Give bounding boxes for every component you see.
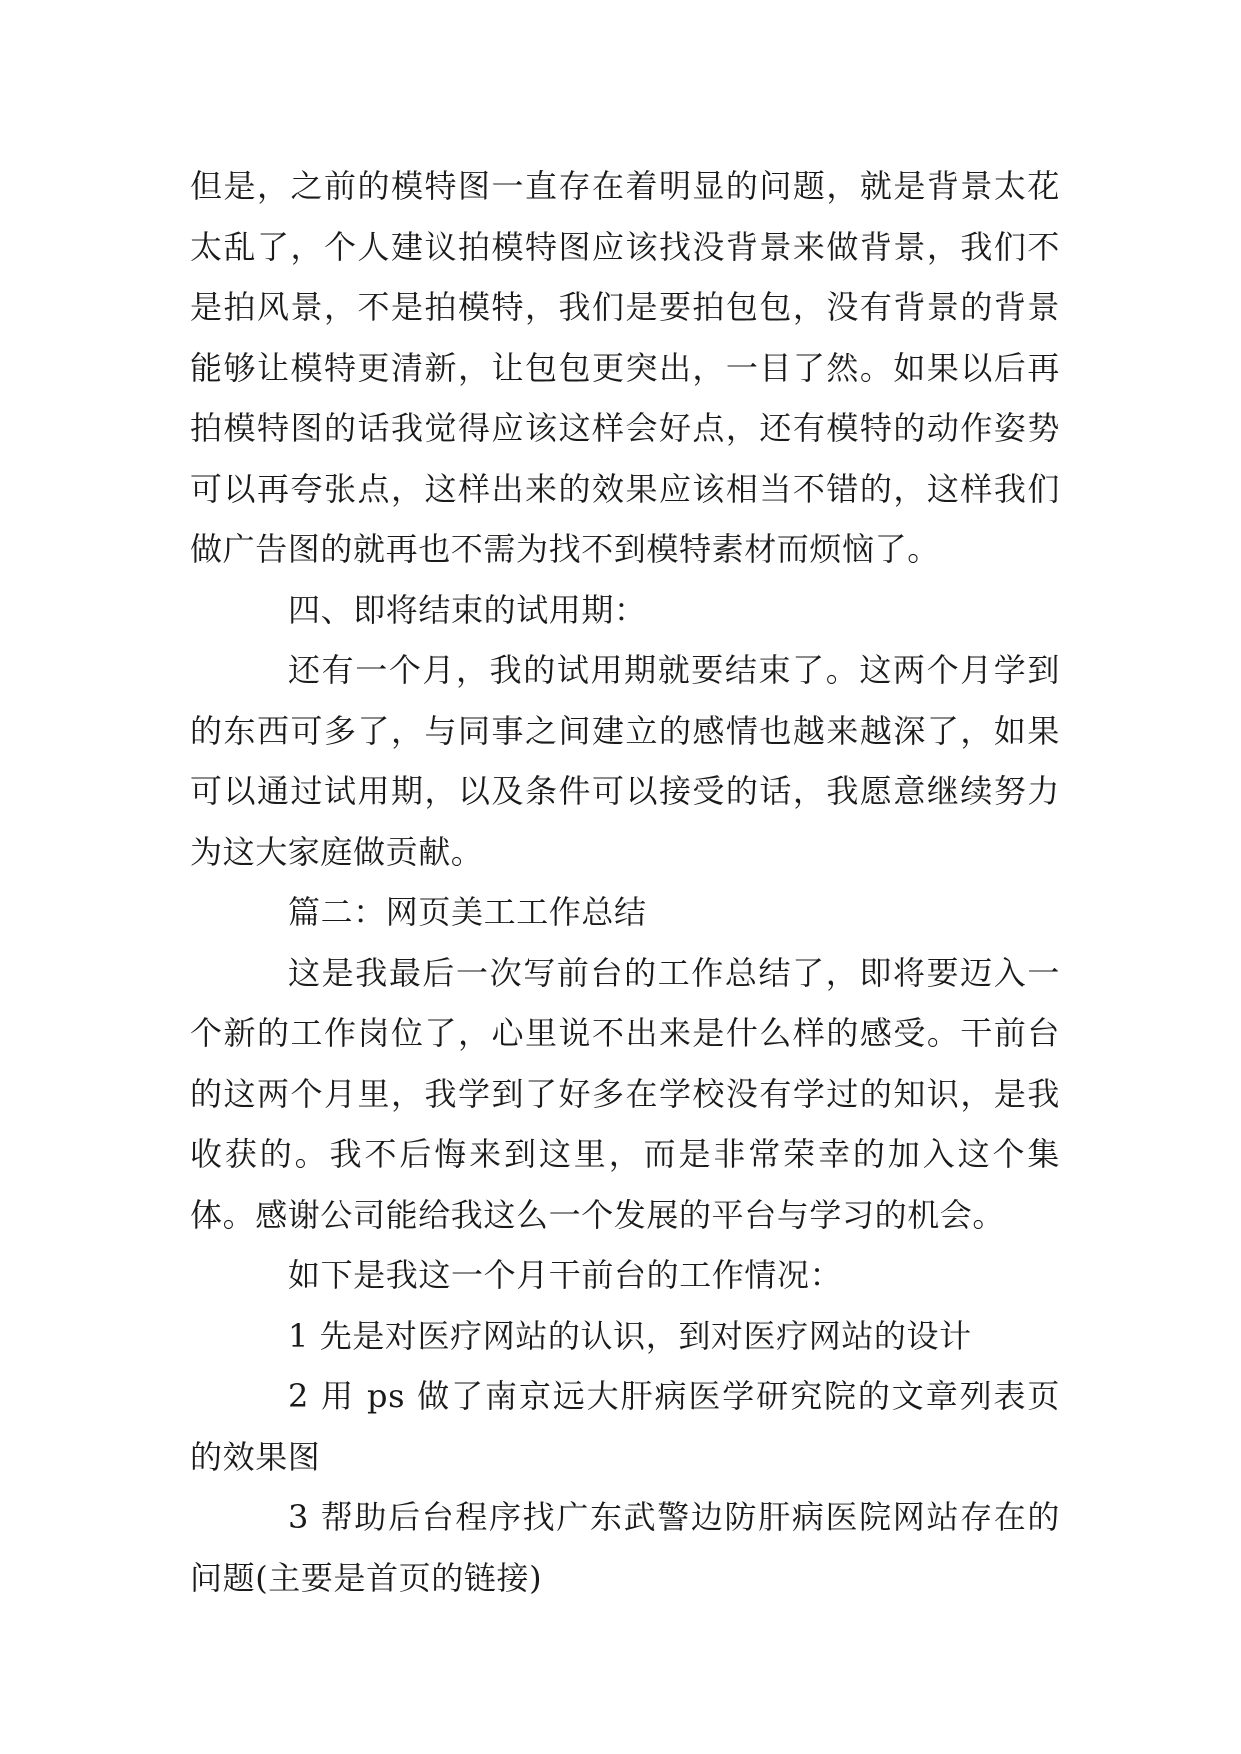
document-page <box>190 156 1060 1608</box>
section-heading-part-two: 篇二：网页美工工作总结 <box>288 893 647 931</box>
list-item-1: 1 先是对医疗网站的认识，到对医疗网站的设计 <box>288 1316 972 1355</box>
paragraph-model-photo-issue: 但是，之前的模特图一直存在着明显的问题，就是背景太花太乱了，个人建议拍模特图应该找没背景来做背景，我们不是拍风景，不是拍模特，我们是要拍包包，没有背景的背景能够让模特更清新，让包包更突出，一目了然。如果以后再拍模特图的话我觉得应该这样会好点，还有模特的动作姿势可以再夸张点，这样出来的效果应该相当不错的，这样我们做广告图的就再也不需为找不到模特素材而烦恼了。 <box>190 167 1060 568</box>
list-item-2: 2 用 ps 做了南京远大肝病医学研究院的文章列表页的效果图 <box>190 1377 1060 1476</box>
paragraph-probation-ending: 还有一个月，我的试用期就要结束了。这两个月学到的东西可多了，与同事之间建立的感情也越来越深了，如果可以通过试用期，以及条件可以接受的话，我愿意继续努力为这大家庭做贡献。 <box>190 651 1060 871</box>
paragraph-frontend-summary: 这是我最后一次写前台的工作总结了，即将要迈入一个新的工作岗位了，心里说不出来是什么样的感受。干前台的这两个月里，我学到了好多在学校没有学过的知识，是我收获的。我不后悔来到这里，而是非常荣幸的加入这个集体。感谢公司能给我这么一个发展的平台与学习的机会。 <box>190 953 1060 1234</box>
list-item-3: 3 帮助后台程序找广东武警边防肝病医院网站存在的问题(主要是首页的链接) <box>190 1498 1060 1597</box>
section-heading-probation: 四、即将结束的试用期： <box>288 590 647 629</box>
paragraph-work-intro: 如下是我这一个月干前台的工作情况： <box>288 1256 843 1294</box>
